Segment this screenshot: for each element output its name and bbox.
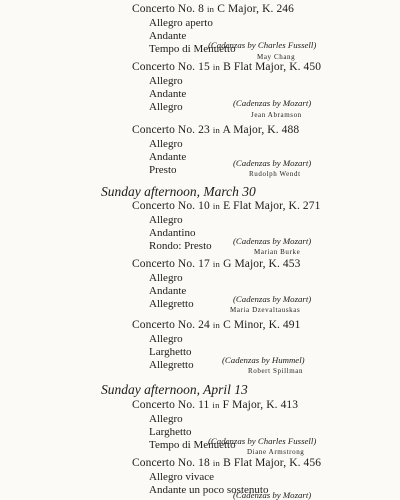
concerto-title: Concerto No. 23 in A Major, K. 488 (132, 124, 300, 136)
movement: Allegro (149, 272, 183, 284)
cadenza-credit: (Cadenzas by Mozart) (233, 236, 312, 246)
performer-name: Robert Spillman (248, 367, 304, 375)
cadenza-credit: (Cadenzas by Hummel) (222, 355, 305, 365)
concerto-title: Concerto No. 15 in B Flat Major, K. 450 (132, 61, 322, 73)
movement: Allegro (149, 138, 183, 150)
performer-name: Rudolph Wendt (249, 170, 301, 178)
concert-date-heading: Sunday afternoon, April 13 (101, 382, 248, 397)
movement: Rondo: Presto (149, 240, 212, 252)
movement: Allegro (149, 214, 183, 226)
movement: Allegro (149, 333, 183, 345)
movement: Tempo di Menuetto (149, 439, 236, 451)
cadenza-credit: (Cadenzas by Mozart) (233, 158, 312, 168)
movement: Larghetto (149, 426, 192, 438)
concerto-title: Concerto No. 10 in E Flat Major, K. 271 (132, 200, 321, 212)
movement: Andante (149, 88, 187, 100)
concerto-title: Concerto No. 11 in F Major, K. 413 (132, 399, 299, 411)
cadenza-credit: (Cadenzas by Charles Fussell) (208, 40, 317, 50)
movement: Andante (149, 30, 187, 42)
concert-date-heading: Sunday afternoon, March 30 (101, 184, 256, 199)
performer-name: May Chang (257, 53, 296, 61)
movement: Allegro vivace (149, 471, 215, 483)
movement: Andante un poco sostenuto (149, 484, 269, 496)
cadenza-credit: (Cadenzas by Mozart) (233, 294, 312, 304)
concerto-title: Concerto No. 8 in C Major, K. 246 (132, 3, 294, 15)
movement: Allegretto (149, 298, 194, 310)
concerto-title: Concerto No. 24 in C Minor, K. 491 (132, 319, 301, 331)
performer-name: Maria Dzevaltauskas (230, 306, 301, 314)
movement: Andantino (149, 227, 196, 239)
movement: Allegro (149, 101, 183, 113)
movement: Presto (149, 164, 177, 176)
movement: Andante (149, 285, 187, 297)
concerto-title: Concerto No. 17 in G Major, K. 453 (132, 258, 301, 270)
movement: Allegro aperto (149, 17, 213, 29)
movement: Larghetto (149, 346, 192, 358)
movement: Allegro (149, 413, 183, 425)
performer-name: Marian Burke (254, 248, 301, 256)
performer-name: Jean Abramson (251, 111, 302, 119)
cadenza-credit: (Cadenzas by Mozart) (233, 490, 312, 500)
movement: Allegretto (149, 359, 194, 371)
cadenza-credit: (Cadenzas by Charles Fussell) (208, 436, 317, 446)
movement: Allegro (149, 75, 183, 87)
performer-name: Diane Armstrong (247, 448, 305, 456)
cadenza-credit: (Cadenzas by Mozart) (233, 98, 312, 108)
concerto-title: Concerto No. 18 in B Flat Major, K. 456 (132, 457, 322, 469)
movement: Andante (149, 151, 187, 163)
movement: Tempo di Menuetto (149, 43, 236, 55)
